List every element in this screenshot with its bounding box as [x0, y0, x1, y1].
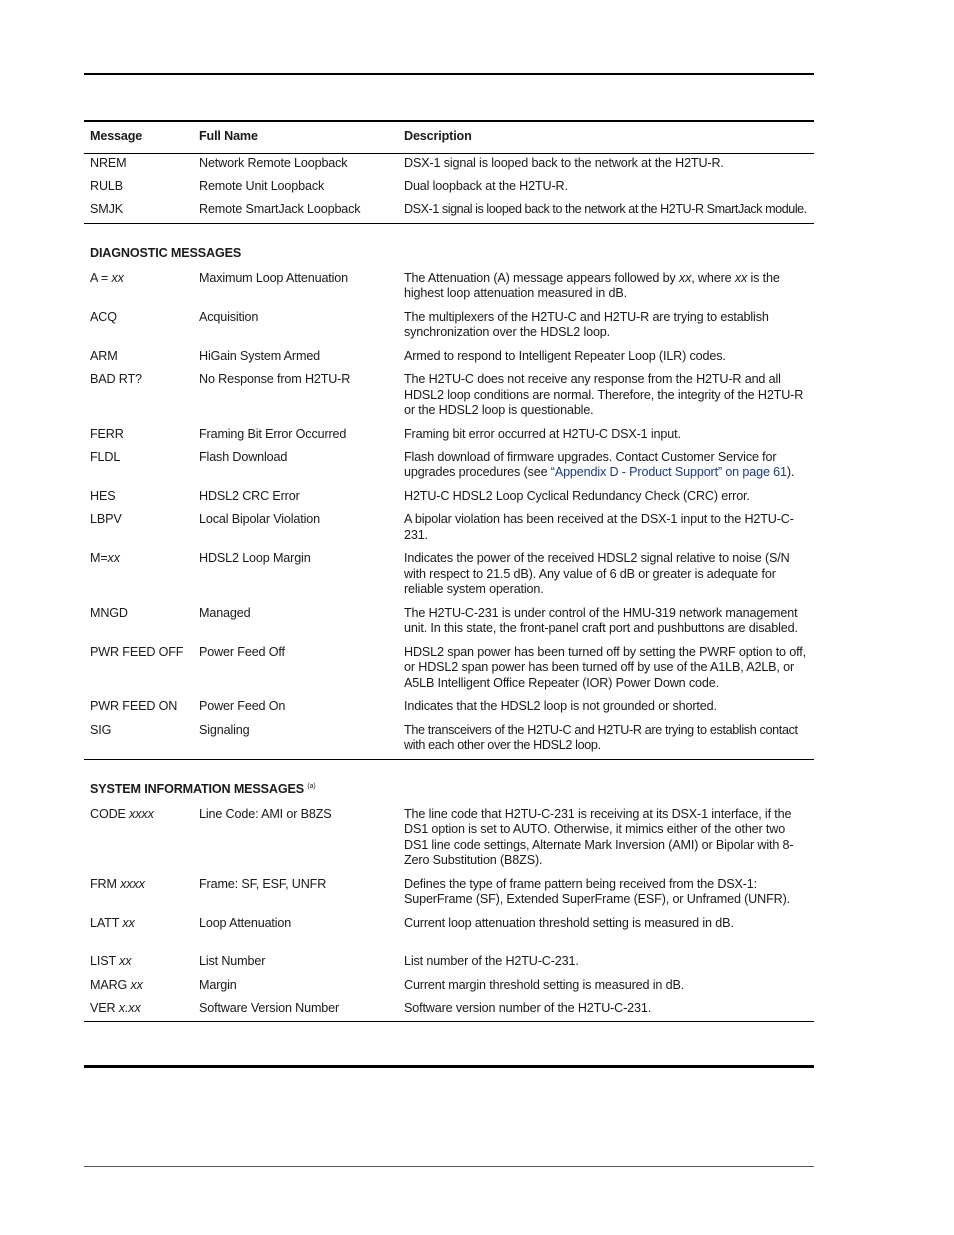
description-cell: Current margin threshold setting is measured in dB. — [404, 977, 685, 992]
description-variable: xx — [678, 270, 692, 285]
message-variable: xx — [119, 954, 132, 969]
description-cell: A bipolar violation has been received at the DSX-1 input to the H2TU-C-231. — [404, 512, 794, 542]
message-cell — [84, 916, 193, 939]
description-text: , where — [691, 270, 735, 285]
message-text: A = — [90, 270, 112, 285]
table-row — [84, 978, 814, 1001]
table-row — [84, 349, 814, 372]
table-row — [84, 1001, 814, 1022]
table-row — [84, 699, 814, 722]
table-row — [84, 310, 814, 349]
table-row — [84, 954, 814, 977]
description-cell: Armed to respond to Intelligent Repeater Loop (ILR) codes. — [404, 348, 726, 363]
message-variable: x.xx — [118, 1000, 141, 1015]
header-rule — [84, 73, 814, 75]
loopback-group — [84, 153, 814, 223]
full-name-cell: Software Version Number — [199, 1000, 340, 1015]
full-name-cell: Remote Unit Loopback — [199, 178, 325, 193]
message-cell: MNGD — [90, 605, 128, 620]
column-header-message: Message — [84, 121, 193, 153]
full-name-cell: HiGain System Armed — [199, 348, 321, 363]
message-cell — [84, 551, 193, 606]
full-name-cell: No Response from H2TU-R — [199, 371, 351, 386]
message-cell: HES — [90, 488, 116, 503]
description-cell: DSX-1 signal is looped back to the network at the H2TU-R. — [404, 155, 724, 170]
message-cell — [84, 978, 193, 1001]
message-text: FRM — [90, 876, 121, 891]
full-name-cell: Power Feed Off — [199, 644, 285, 659]
message-cell: FLDL — [90, 449, 121, 464]
appendix-d-link[interactable]: “Appendix D - Product Support” on page 61 — [550, 465, 787, 480]
full-name-cell: Managed — [199, 605, 251, 620]
description-cell: The transceivers of the H2TU-C and H2TU-R are trying to establish contact with each other over the HDSL2 loop. — [404, 722, 798, 753]
message-cell — [84, 807, 193, 877]
table-row — [84, 551, 814, 606]
table-row — [84, 512, 814, 551]
footer-rule — [84, 1166, 814, 1167]
description-cell: Current loop attenuation threshold setting is measured in dB. — [404, 915, 734, 930]
message-text: VER — [90, 1000, 119, 1015]
message-cell: FERR — [90, 426, 124, 441]
description-text: Flash download of firmware upgrades. Contact Customer Service for upgrades procedures (see — [404, 449, 777, 480]
description-cell: DSX-1 signal is looped back to the network at the H2TU-R SmartJack module. — [404, 202, 807, 217]
table-row — [84, 153, 814, 179]
message-text: LATT — [90, 915, 123, 930]
full-name-cell: Framing Bit Error Occurred — [199, 426, 347, 441]
message-variable: xxxx — [129, 806, 154, 821]
description-cell — [398, 271, 814, 310]
description-cell: Framing bit error occurred at H2TU-C DSX-1 input. — [404, 426, 681, 441]
message-cell: ARM — [90, 348, 118, 363]
full-name-cell: Flash Download — [199, 449, 288, 464]
message-cell — [84, 954, 193, 977]
message-cell: PWR FEED OFF — [90, 644, 184, 659]
section-title-system-info — [84, 759, 814, 806]
table-row — [84, 645, 814, 700]
full-name-cell: Signaling — [199, 722, 250, 737]
description-text: The Attenuation (A) message appears followed by — [404, 270, 679, 285]
table-row — [84, 489, 814, 512]
message-cell: PWR FEED ON — [90, 699, 178, 714]
message-variable: xx — [111, 270, 124, 285]
table-row — [84, 271, 814, 310]
full-name-cell: Acquisition — [199, 309, 259, 324]
table-row — [84, 202, 814, 223]
table-row — [84, 877, 814, 916]
table-row — [84, 723, 814, 760]
full-name-cell: Network Remote Loopback — [199, 155, 348, 170]
footnote-marker: (a) — [307, 782, 316, 790]
table-row — [84, 807, 814, 877]
section-row — [84, 759, 814, 806]
full-name-cell: Margin — [199, 977, 237, 992]
message-cell: RULB — [90, 178, 123, 193]
message-text: LIST — [90, 954, 120, 969]
message-text: M= — [90, 551, 108, 566]
message-cell — [84, 877, 193, 916]
table-row — [84, 427, 814, 450]
table-row — [84, 179, 814, 202]
full-name-cell: List Number — [199, 954, 266, 969]
description-variable: xx — [734, 270, 748, 285]
table-row — [84, 372, 814, 427]
description-cell: Indicates that the HDSL2 loop is not grounded or shorted. — [404, 699, 717, 714]
message-cell — [84, 271, 193, 310]
row-spacer — [84, 939, 814, 954]
description-cell: The line code that H2TU-C-231 is receiving at its DSX-1 interface, if the DS1 option is set to AUTO. Otherwise, it mimics either of the other two DS1 line code settings, Alternate Mark Inversion (AMI) or Bipolar with 8-Zero Substitution (B8ZS). — [404, 806, 794, 868]
message-text: CODE — [90, 806, 130, 821]
message-cell — [84, 1001, 193, 1022]
message-cell: LBPV — [90, 512, 122, 527]
full-name-cell: HDSL2 CRC Error — [199, 488, 300, 503]
section-title-diagnostic: DIAGNOSTIC MESSAGES — [90, 245, 242, 260]
message-cell: SMJK — [90, 202, 123, 217]
messages-table — [84, 120, 814, 1022]
description-cell: Defines the type of frame pattern being received from the DSX-1: SuperFrame (SF), Extended SuperFrame (ESF), or Unframed (UNFR). — [404, 876, 790, 907]
description-cell: The H2TU-C does not receive any response from the H2TU-R and all HDSL2 loop conditions are normal. Therefore, the integrity of the H2TU-R or the HDSL2 loop is questionable. — [404, 371, 804, 418]
table-row — [84, 606, 814, 645]
section-row — [84, 223, 814, 270]
message-variable: xx — [122, 915, 135, 930]
table-header — [84, 121, 814, 153]
message-cell: BAD RT? — [90, 371, 142, 386]
spacer-cell — [84, 939, 814, 954]
description-cell: List number of the H2TU-C-231. — [404, 954, 579, 969]
message-text: MARG — [90, 977, 131, 992]
message-variable: xx — [130, 977, 143, 992]
table-bottom-rule — [84, 1065, 814, 1068]
description-cell: HDSL2 span power has been turned off by setting the PWRF option to off, or HDSL2 span power has been turned off by use of the A1LB, A2LB, or A5LB Intelligent Office Repeater (IOR) Power Down code. — [404, 644, 806, 690]
description-cell: The H2TU-C-231 is under control of the HMU-319 network management unit. In this state, the front-panel craft port and pushbuttons are disabled. — [404, 605, 798, 636]
description-cell: Dual loopback at the H2TU-R. — [404, 178, 568, 193]
message-cell: ACQ — [90, 309, 117, 324]
full-name-cell: Line Code: AMI or B8ZS — [199, 806, 332, 821]
full-name-cell: Local Bipolar Violation — [199, 512, 320, 527]
full-name-cell: Remote SmartJack Loopback — [199, 202, 361, 217]
description-cell — [398, 450, 814, 489]
description-text: ). — [786, 465, 795, 480]
header-row — [84, 121, 814, 153]
full-name-cell: HDSL2 Loop Margin — [199, 551, 311, 566]
description-cell: Software version number of the H2TU-C-231. — [404, 1000, 652, 1015]
message-cell: NREM — [90, 155, 127, 170]
message-variable: xx — [107, 551, 120, 566]
section-title-text: SYSTEM INFORMATION MESSAGES — [90, 781, 305, 796]
message-variable: xxxx — [120, 876, 145, 891]
column-header-description: Description — [398, 121, 814, 153]
message-cell: SIG — [90, 722, 112, 737]
description-text: is the highest loop attenuation measured in dB. — [404, 270, 780, 301]
description-cell: H2TU-C HDSL2 Loop Cyclical Redundancy Check (CRC) error. — [404, 488, 750, 503]
full-name-cell: Maximum Loop Attenuation — [199, 270, 349, 285]
description-cell: Indicates the power of the received HDSL2 signal relative to noise (S/N with respect to 21.5 dB). Any value of 6 dB or greater is adequate for reliable system operation. — [404, 551, 790, 597]
diagnostic-group — [84, 223, 814, 759]
full-name-cell: Loop Attenuation — [199, 915, 292, 930]
table-row — [84, 916, 814, 939]
table-row — [84, 450, 814, 489]
column-header-full-name: Full Name — [193, 121, 398, 153]
system-info-group — [84, 759, 814, 1022]
full-name-cell: Frame: SF, ESF, UNFR — [199, 876, 327, 891]
description-cell: The multiplexers of the H2TU-C and H2TU-R are trying to establish synchronization over the HDSL2 loop. — [404, 309, 769, 340]
full-name-cell: Power Feed On — [199, 699, 286, 714]
